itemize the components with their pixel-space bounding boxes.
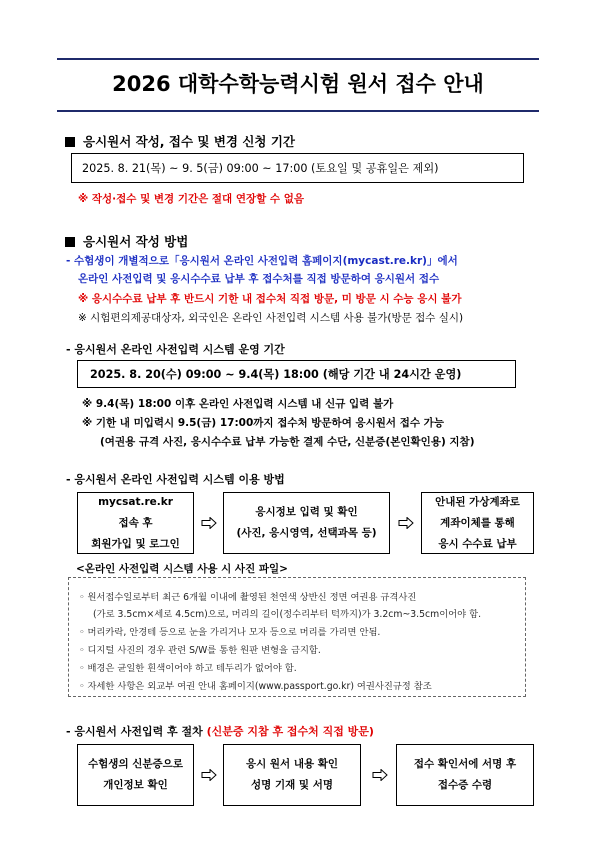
photo-item: ◦ 원서접수일로부터 최근 6개월 이내에 촬영된 천연색 상반신 정면 여권용 규격사진 bbox=[79, 592, 417, 603]
flow1-step-payment bbox=[421, 492, 534, 554]
section-heading-method bbox=[65, 232, 188, 250]
flow-text: 수험생의 신분증으로 bbox=[88, 758, 183, 770]
procedure-heading-red: (신분증 지참 후 접수처 직접 방문) bbox=[206, 725, 374, 738]
photo-item: ◦ 자세한 사항은 외교부 여권 안내 홈페이지(www.passport.go.kr) 여권사진규정 참조 bbox=[79, 681, 432, 692]
flow2-step-confirm bbox=[223, 744, 361, 806]
application-period-text: 2025. 8. 21(목) ~ 9. 5(금) 09:00 ~ 17:00 (토요일 및 공휴일은 제외) bbox=[82, 162, 439, 175]
photo-item: (가로 3.5cm×세로 4.5cm)으로, 머리의 길이(정수리부터 턱까지)가 3.2cm~3.5cm이어야 함. bbox=[93, 609, 482, 620]
flow-text: 응시 원서 내용 확인 bbox=[245, 758, 339, 770]
flow1-step-login bbox=[77, 492, 194, 554]
flow-text: 접수증 수령 bbox=[437, 779, 493, 791]
section-heading-text: 응시원서 작성 방법 bbox=[83, 234, 189, 249]
no-extension-note: ※ 작성·접수 및 변경 기간은 절대 연장할 수 없음 bbox=[78, 193, 305, 205]
title-bottom-rule bbox=[57, 110, 539, 112]
sub-heading-procedure bbox=[66, 723, 374, 739]
flow-text: (사진, 응시영역, 선택과목 등) bbox=[236, 527, 377, 539]
square-bullet-icon bbox=[65, 137, 75, 147]
arrow-right-icon bbox=[201, 769, 217, 781]
operation-note-1: ※ 9.4(목) 18:00 이후 온라인 사전입력 시스템 내 신규 입력 불가 bbox=[82, 398, 394, 410]
arrow-right-icon bbox=[201, 517, 217, 529]
sub-heading-usage: - 응시원서 온라인 사전입력 시스템 이용 방법 bbox=[66, 473, 285, 486]
method-line-1: - 수험생이 개별적으로「응시원서 온라인 사전입력 홈페이지(mycast.re.kr)」에서 bbox=[66, 255, 458, 267]
section-heading-text: 응시원서 작성, 접수 및 변경 신청 기간 bbox=[83, 134, 295, 149]
application-period-box bbox=[71, 153, 524, 183]
photo-requirements-box bbox=[68, 577, 526, 697]
method-exception-note: ※ 시험편의제공대상자, 외국인은 온라인 사전입력 시스템 사용 불가(방문 접수 실시) bbox=[78, 312, 464, 324]
flow2-step-receipt bbox=[396, 744, 534, 806]
flow-text: 안내된 가상계좌로 bbox=[435, 495, 520, 508]
flow-text: 성명 기재 및 서명 bbox=[251, 779, 333, 791]
flow-text: 회원가입 및 로그인 bbox=[91, 537, 180, 550]
flow-text: 접속 후 bbox=[118, 516, 153, 529]
page-title: 2026 대학수학능력시험 원서 접수 안내 bbox=[112, 72, 484, 96]
section-heading-period bbox=[65, 132, 295, 150]
photo-section-heading: <온라인 사전입력 시스템 사용 시 사진 파일> bbox=[76, 563, 288, 575]
arrow-right-icon bbox=[398, 517, 414, 529]
operation-period-text: 2025. 8. 20(수) 09:00 ~ 9.4(목) 18:00 (해당 기간 내 24시간 운영) bbox=[90, 368, 462, 381]
flow-text: 응시 수수료 납부 bbox=[438, 537, 517, 550]
procedure-heading-text: - 응시원서 사전입력 후 절차 bbox=[66, 725, 203, 738]
flow-text: mycsat.re.kr bbox=[98, 495, 173, 508]
title-top-rule bbox=[57, 58, 539, 60]
photo-item: ◦ 머리카락, 안경테 등으로 눈을 가리거나 모자 등으로 머리를 가리면 안됨. bbox=[79, 627, 381, 638]
photo-item: ◦ 디지털 사진의 경우 관련 S/W를 통한 원판 변형을 금지함. bbox=[79, 645, 321, 656]
photo-item: ◦ 배경은 균일한 흰색이어야 하고 테두리가 없어야 함. bbox=[79, 663, 297, 674]
flow2-step-id-check bbox=[77, 744, 194, 806]
flow1-step-input bbox=[223, 492, 390, 554]
flow-text: 접수 확인서에 서명 후 bbox=[413, 758, 517, 770]
square-bullet-icon bbox=[65, 237, 75, 247]
arrow-right-icon bbox=[372, 769, 388, 781]
operation-note-3: (여권용 규격 사진, 응시수수료 납부 가능한 결제 수단, 신분증(본인확인용) 지참) bbox=[100, 436, 475, 448]
operation-period-box bbox=[77, 360, 516, 388]
flow-text: 개인정보 확인 bbox=[103, 779, 168, 791]
operation-note-2: ※ 기한 내 미입력시 9.5(금) 17:00까지 접수처 방문하여 응시원서 접수 가능 bbox=[82, 417, 444, 429]
flow-text: 계좌이체를 통해 bbox=[440, 516, 515, 529]
method-line-2: 온라인 사전입력 및 응시수수료 납부 후 접수처를 직접 방문하여 응시원서 접수 bbox=[78, 273, 440, 285]
method-warning: ※ 응시수수료 납부 후 반드시 기한 내 접수처 직접 방문, 미 방문 시 수능 응시 불가 bbox=[78, 293, 462, 305]
sub-heading-operation-period: - 응시원서 온라인 사전입력 시스템 운영 기간 bbox=[66, 343, 285, 356]
flow-text: 응시정보 입력 및 확인 bbox=[255, 506, 358, 518]
